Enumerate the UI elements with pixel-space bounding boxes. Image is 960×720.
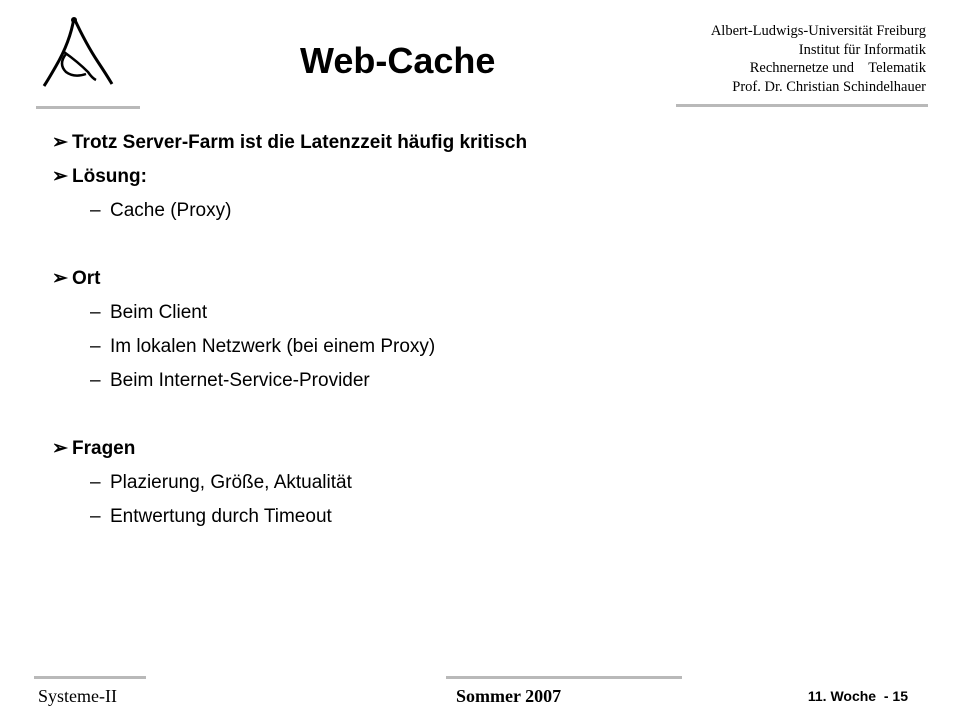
sub-item <box>52 194 912 228</box>
dash-bullet: – <box>90 302 101 323</box>
arrow-bullet-icon: ➢ <box>52 132 68 153</box>
sub-item-text: Beim Internet-Service-Provider <box>110 370 370 391</box>
dash-bullet: – <box>90 336 101 357</box>
sub-item-text: Cache (Proxy) <box>110 200 232 221</box>
sub-item <box>52 500 912 534</box>
dash-bullet: – <box>90 370 101 391</box>
bullet-item <box>52 432 912 534</box>
footer-course: Systeme-II <box>38 686 117 706</box>
bullet-item <box>52 160 912 228</box>
sub-item-text: Beim Client <box>110 302 208 323</box>
bullet-item <box>52 126 912 160</box>
sub-item <box>52 296 912 330</box>
bullet-text: Lösung: <box>72 166 147 187</box>
footer-divider-left <box>34 676 146 679</box>
institution-header <box>711 22 926 96</box>
bullet-text: Fragen <box>72 438 136 459</box>
institution-line-professor: Prof. Dr. Christian Schindelhauer <box>732 78 926 95</box>
sub-item-text: Entwertung durch Timeout <box>110 506 332 527</box>
slide-content <box>52 126 912 534</box>
institution-line-university: Albert-Ludwigs-Universität Freiburg <box>710 23 926 39</box>
sub-item-text: Plazierung, Größe, Aktualität <box>110 472 352 493</box>
header-divider <box>676 104 928 107</box>
arrow-bullet-icon: ➢ <box>52 268 68 289</box>
logo-divider <box>36 106 140 109</box>
bullet-text: Ort <box>72 268 101 289</box>
dash-bullet: – <box>90 506 101 527</box>
sub-item <box>52 364 912 398</box>
dash-bullet: – <box>90 200 101 221</box>
bullet-text: Trotz Server-Farm ist die Latenzzeit häufig kritisch <box>72 132 528 153</box>
arrow-bullet-icon: ➢ <box>52 166 68 187</box>
sub-item <box>52 466 912 500</box>
bullet-item <box>52 262 912 398</box>
sub-item-text: Im lokalen Netzwerk (bei einem Proxy) <box>110 336 436 357</box>
slide-title: Web-Cache <box>300 40 496 81</box>
footer-page-number: 11. Woche - 15 <box>807 688 908 704</box>
institution-line-group: Rechnernetze und Telematik <box>749 60 926 76</box>
footer-semester: Sommer 2007 <box>456 686 562 706</box>
arrow-bullet-icon: ➢ <box>52 438 68 459</box>
university-logo <box>36 14 116 94</box>
sub-item <box>52 330 912 364</box>
footer-divider-center <box>446 676 682 679</box>
dash-bullet: – <box>90 472 101 493</box>
institution-line-institute: Institut für Informatik <box>798 41 926 58</box>
